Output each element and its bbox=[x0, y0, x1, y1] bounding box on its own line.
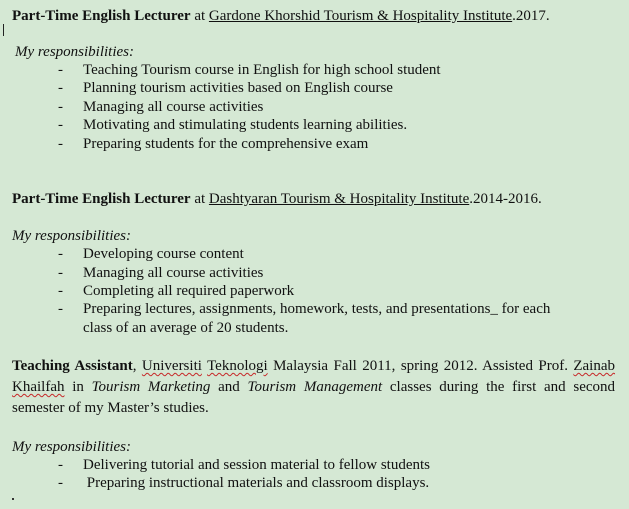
job2-org: Dashtyaran Tourism & Hospitality Institute bbox=[208, 191, 470, 207]
list-item: - Managing all course activities bbox=[58, 265, 264, 281]
list-item: - Preparing instructional materials and classroom displays. bbox=[58, 475, 430, 491]
job1-at: at bbox=[190, 8, 209, 24]
job3-title: Teaching Assistant bbox=[12, 358, 133, 374]
job2-title: Part-Time English Lecturer bbox=[12, 191, 191, 207]
job1-title: Part-Time English Lecturer bbox=[12, 8, 191, 24]
job2-at: at bbox=[190, 191, 209, 207]
list-item: - Motivating and stimulating students learning abilities. bbox=[58, 117, 408, 133]
stray-mark bbox=[12, 498, 14, 500]
list-item: - Planning tourism activities based on English course bbox=[58, 80, 393, 96]
list-item: - Delivering tutorial and session material to fellow students bbox=[58, 457, 431, 473]
list-item-continuation: class of an average of 20 students. bbox=[83, 320, 289, 336]
job1-heading bbox=[12, 8, 550, 25]
list-item: - Preparing lectures, assignments, homework, tests, and presentations_ for each bbox=[58, 301, 551, 317]
text-cursor bbox=[3, 24, 4, 36]
list-item: - Preparing students for the comprehensive exam bbox=[58, 136, 369, 152]
job2-year: .2014-2016. bbox=[469, 191, 542, 207]
job2-resp-label: My responsibilities: bbox=[12, 228, 132, 244]
list-item: - Teaching Tourism course in English for high school student bbox=[58, 62, 441, 78]
list-item: - Developing course content bbox=[58, 246, 244, 262]
job1-resp-label: My responsibilities: bbox=[15, 44, 135, 60]
job2-heading bbox=[12, 191, 542, 208]
list-item: - Managing all course activities bbox=[58, 99, 264, 115]
list-item: - Completing all required paperwork bbox=[58, 283, 295, 299]
job3-resp-label: My responsibilities: bbox=[12, 439, 132, 455]
job1-year: .2017. bbox=[512, 8, 550, 24]
job3-paragraph: Teaching Assistant, Universiti Teknologi Malaysia Fall 2011, spring 2012. Assisted Prof. Zainab Khailfah in Tourism Marketing and Tourism Management classes during the first and second semester of my Master’s studies. bbox=[12, 358, 616, 416]
job1-org: Gardone Khorshid Tourism & Hospitality Institute bbox=[208, 8, 513, 24]
